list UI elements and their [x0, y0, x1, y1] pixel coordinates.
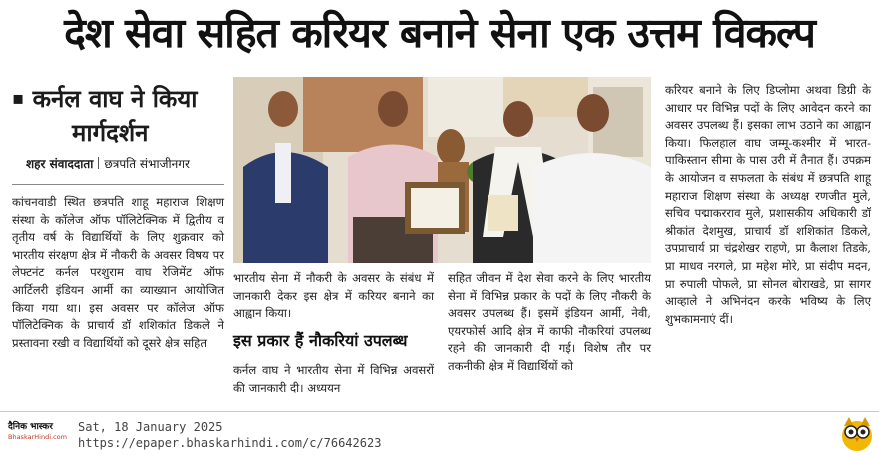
footer-divider	[0, 411, 879, 412]
footer-url[interactable]: https://epaper.bhaskarhindi.com/c/76642623	[78, 436, 382, 450]
headline: देश सेवा सहित करियर बनाने सेना एक उत्तम विकल्प	[64, 9, 815, 57]
footer-date: Sat, 18 January 2025	[78, 420, 223, 434]
byline-rule	[12, 184, 224, 185]
article-column-4: करियर बनाने के लिए डिप्लोमा अथवा डिग्री के आधार पर विभिन्न पदों के लिए आवेदन करने का अवसर उपलब्ध हैं। इसका लाभ उठाने का आह्वान किया। फिलहाल वाघ जम्मू-कश्मीर में भारत-पाकिस्तान सीमा के पास उरी में तैनात हैं। उपक्रम के आयोजन व सफलता के संबंध में छत्रपति शाहू महाराज शिक्षण संस्था के अध्यक्ष रणजीत मुले, सचिव पद्माकरराव मुले, प्रशासकीय अधिकारी डॉ श्रीकांत देशमुख, प्राचार्य डॉ शशिकांत डिकले, उपप्राचार्य प्रा चंद्रशेखर राहणे, प्रा कैलाश तिडके, प्रा माधव नरगले, प्रा महेश मोरे, प्रा संदीप मदन, प्रा रुपाली पोफले, प्रा सोनल बोराखडे, प्रा सागर आव्हाले ने अभिनंदन करके भविष्य के लिए शुभकामनाएं दीं।	[665, 83, 871, 326]
group-photo-icon	[233, 77, 651, 263]
byline-city: छत्रपति संभाजीनगर	[104, 157, 190, 171]
inline-heading: इस प्रकार हैं नौकरियां उपलब्ध	[233, 331, 408, 350]
logo-title: दैनिक भास्कर	[8, 422, 53, 432]
byline-reporter: शहर संवाददाता	[26, 157, 94, 171]
newspaper-logo[interactable]	[8, 421, 68, 447]
bullet-icon: ▪	[12, 88, 25, 109]
article-column-1: कांचनवाडी स्थित छत्रपति शाहू महाराज शिक्षण संस्था के कॉलेज ऑफ पॉलिटेक्निक में द्वितीय व तृतीय वर्ष के विद्यार्थियों के लिए शुक्रवार को भारतीय संरक्षण क्षेत्र में नौकरी के अवसर विषय पर लेफ्टनंट कर्नल परशुराम वाघ रेजिमेंट ऑफ आर्टिलरी इंडियन आर्मी का व्याख्यान आयोजित किया गया था। इस अवसर पर कॉलेज ऑफ पॉलिटेक्निक के प्राचार्य डॉ शशिकांत डिकले ने प्रस्तावना रखी व विद्यार्थियों को दूसरे क्षेत्र सहित	[12, 195, 224, 350]
byline-divider	[98, 157, 99, 169]
article-column-2a: भारतीय सेना में नौकरी के अवसर के संबंध में जानकारी देकर इस क्षेत्र में करियर बनाने का आह्वान किया।	[233, 271, 434, 321]
sub-headline	[12, 82, 222, 150]
article-column-3: सहित जीवन में देश सेवा करने के लिए भारतीय सेना में विभिन्न प्रकार के पदों के लिए नौकरी के अवसर उपलब्ध हैं। इसमें इंडियन आर्मी, नेवी, एयरफोर्स आदि क्षेत्र में काफी नौकरियां उपलब्ध रहने की जानकारी दी गई। विशेष तौर पर तकनीकी क्षेत्र में विद्यार्थियों को	[448, 271, 651, 373]
owl-mascot-icon	[840, 414, 874, 452]
sub-headline-line1: कर्नल वाघ ने किया	[32, 85, 198, 113]
sub-headline-line2: मार्गदर्शन	[72, 119, 149, 147]
byline	[26, 156, 190, 172]
news-photo	[233, 77, 651, 263]
article-column-2b: कर्नल वाघ ने भारतीय सेना में विभिन्न अवसरों की जानकारी दी। अध्ययन	[233, 363, 434, 395]
logo-site: BhaskarHindi.com	[8, 433, 67, 441]
